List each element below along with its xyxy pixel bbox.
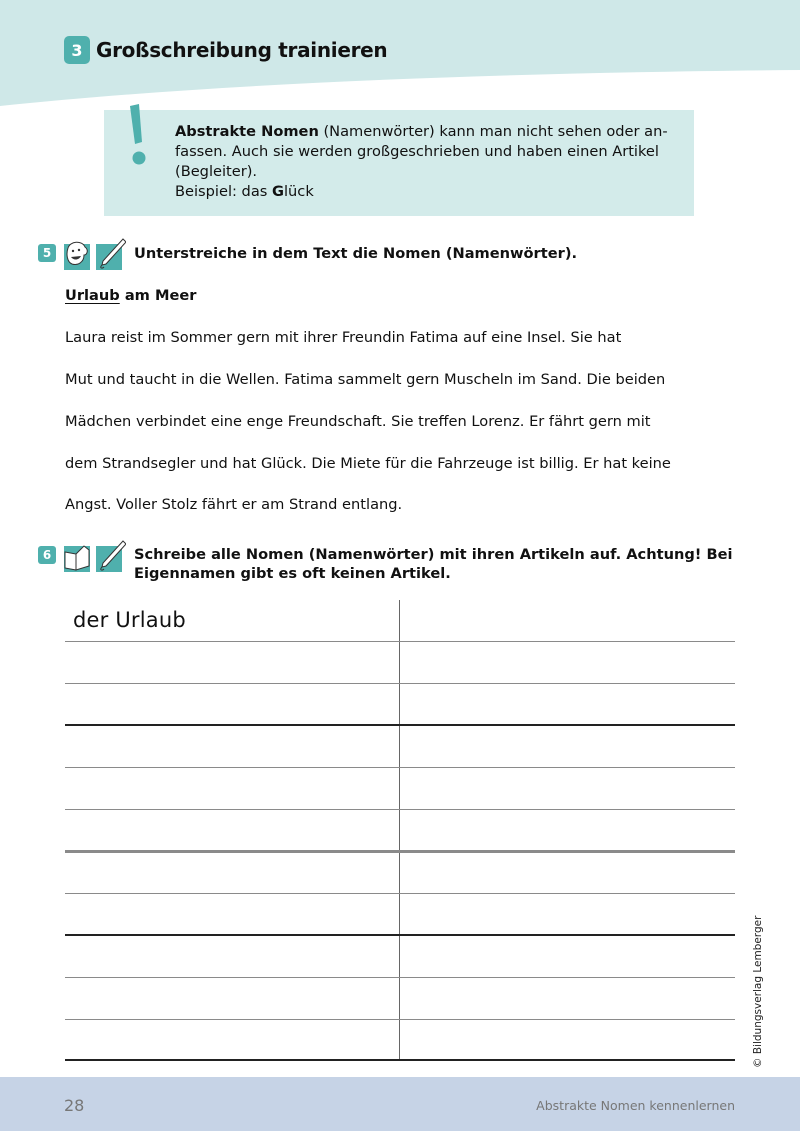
answer-table[interactable] [65,600,735,1060]
task-6-instruction-line-1: Schreibe alle Nomen (Namenwörter) mit ihren Artikeln auf. Achtung! Bei [134,546,733,563]
info-example-prefix: Beispiel: das [175,183,273,200]
story-title-underlined: Urlaub [65,287,120,304]
exclamation-icon [126,104,152,168]
answer-line [65,1019,735,1020]
story-line: Mut und taucht in die Wellen. Fatima sammelt gern Muscheln im Sand. Die beiden [65,371,666,388]
task-6-instruction-line-2: Eigennamen gibt es oft keinen Artikel. [134,565,451,582]
answer-line [65,934,735,936]
pencil-icon [96,540,126,572]
info-example-rest: lück [284,183,314,200]
page-number: 28 [64,1096,85,1115]
story-line: Angst. Voller Stolz fährt er am Strand entlang. [65,496,403,513]
info-example-bold: G [272,183,284,200]
copyright-notice: © Bildungsverlag Lemberger [752,915,764,1068]
story-title-rest: am Meer [119,287,197,304]
info-line-1: (Namenwörter) kann man nicht sehen oder an- [318,123,668,140]
answer-line [65,893,735,894]
story-line: Laura reist im Sommer gern mit ihrer Freundin Fatima auf eine Insel. Sie hat [65,329,622,346]
answer-line [65,767,735,768]
task-5-instruction: Unterstreiche in dem Text die Nomen (Namenwörter). [134,245,578,262]
face-icon [62,238,92,270]
chapter-number-badge: 3 [64,36,90,64]
answer-cell-filled[interactable]: der Urlaub [73,608,186,632]
task-6-instruction [134,545,733,583]
book-icon [62,540,92,572]
answer-line [65,977,735,978]
info-line-3: (Begleiter). [175,163,258,180]
answer-line [65,724,735,726]
task-number-badge: 5 [38,244,56,262]
info-line-2: fassen. Auch sie werden großgeschrieben und haben einen Artikel [175,143,659,160]
task-number-badge: 6 [38,546,56,564]
answer-line [65,641,735,642]
chapter-heading [64,36,387,64]
task-6 [38,540,733,583]
info-bold-term: Abstrakte Nomen [175,123,319,140]
footer-section-title: Abstrakte Nomen kennenlernen [536,1098,735,1113]
answer-line [65,809,735,810]
story-line: dem Strandsegler und hat Glück. Die Miete für die Fahrzeuge ist billig. Er hat keine [65,455,671,472]
task-5 [38,238,577,270]
column-divider [399,600,400,1060]
answer-line [65,683,735,684]
story-title [65,287,196,304]
chapter-title: Großschreibung trainieren [96,38,388,62]
story-line: Mädchen verbindet eine enge Freundschaft. Sie treffen Lorenz. Er fährt gern mit [65,413,651,430]
answer-line [65,850,735,853]
answer-line [65,1059,735,1061]
info-text [175,122,675,202]
pencil-icon [96,238,126,270]
